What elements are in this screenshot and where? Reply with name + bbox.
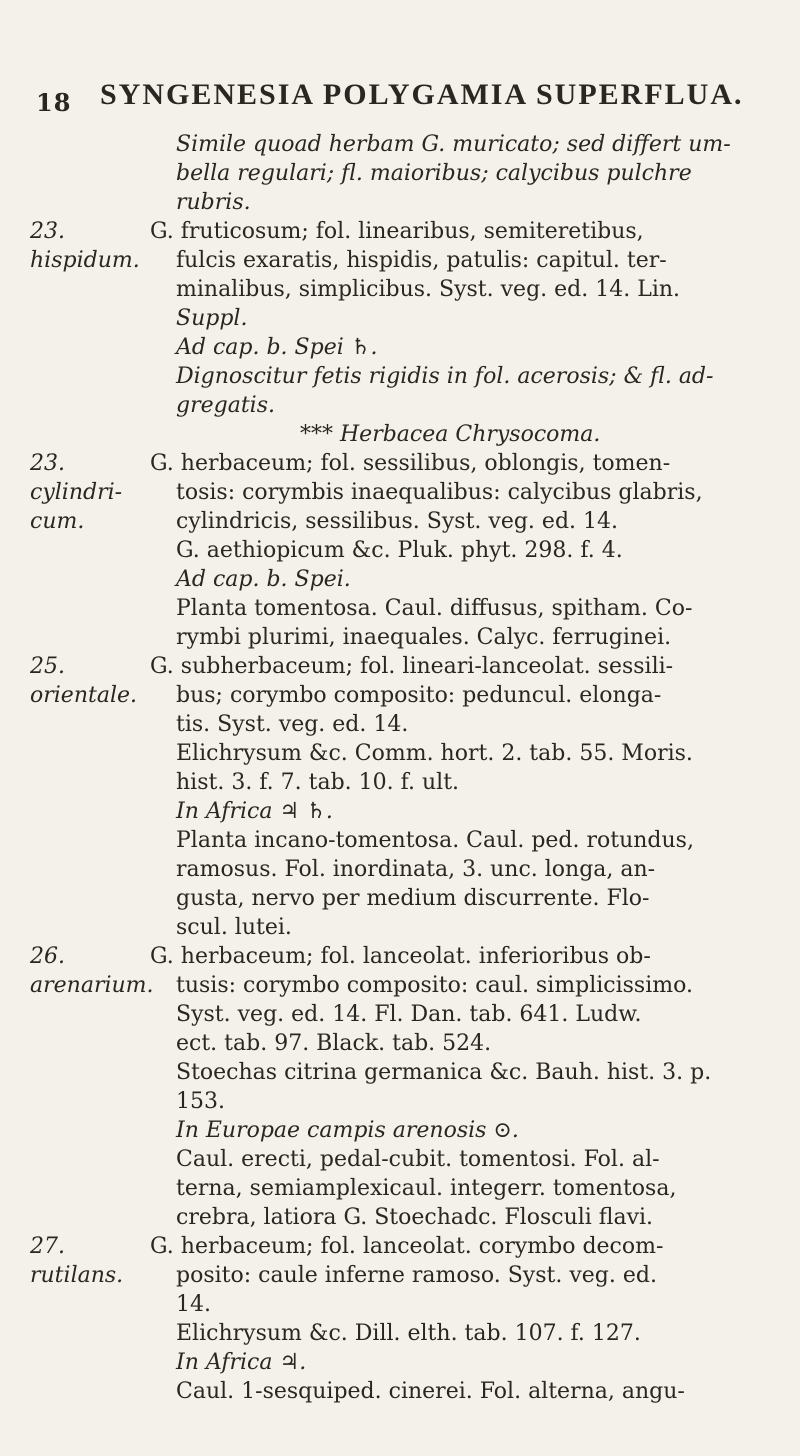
text-line: 14. [176, 1292, 211, 1317]
text-line: hist. 3. f. 7. tab. 10. f. ult. [176, 770, 460, 795]
species-number-label: 26. arenarium. [30, 944, 154, 998]
text-line: G. fruticosum; fol. linearibus, semiteretibus, [150, 219, 644, 244]
species-description [150, 449, 790, 652]
species-entry [0, 652, 800, 942]
text-line: G. subherbaceum; fol. lineari-lanceolat. sessili- [150, 654, 674, 679]
species-description [150, 652, 790, 942]
species-description [150, 217, 790, 420]
text-line: cylindricis, sessilibus. Syst. veg. ed. 14. [176, 509, 618, 534]
species-entry [0, 1232, 800, 1406]
text-line: Ad cap. b. Spei. [176, 567, 351, 592]
text-line: 153. [176, 1089, 225, 1114]
species-number-label: 23. hispidum. [30, 219, 140, 273]
text-line: gusta, nervo per medium discurrente. Flo- [176, 886, 650, 911]
text-line: ramosus. Fol. inordinata, 3. unc. longa, an- [176, 857, 656, 882]
text-line: Planta tomentosa. Caul. diffusus, spitham. Co- [176, 596, 693, 621]
page-content [0, 130, 800, 1406]
species-description [150, 130, 790, 217]
text-line: Syst. veg. ed. 14. Fl. Dan. tab. 641. Ludw. [176, 1002, 642, 1027]
text-line: Caul. erecti, pedal-cubit. tomentosi. Fol. al- [176, 1147, 660, 1172]
text-line: minalibus, simplicibus. Syst. veg. ed. 14. Lin. [176, 277, 681, 302]
species-entry [0, 942, 800, 1232]
text-line: Elichrysum &c. Dill. elth. tab. 107. f. 127. [176, 1321, 641, 1346]
species-description [150, 1232, 790, 1406]
species-entry [0, 420, 800, 449]
species-number-label: 23. cylindri-cum. [30, 451, 123, 534]
text-line: scul. lutei. [176, 915, 292, 940]
text-line: bus; corymbo composito: peduncul. elonga- [176, 683, 662, 708]
species-description [150, 942, 790, 1232]
text-line: gregatis. [176, 393, 275, 418]
text-line: Ad cap. b. Spei ♄. [176, 335, 378, 360]
species-number-label: 25. orientale. [30, 654, 137, 708]
species-description [150, 420, 790, 449]
text-line: ect. tab. 97. Black. tab. 524. [176, 1031, 492, 1056]
text-line: Dignoscitur fetis rigidis in fol. acerosis; & fl. ad- [176, 364, 714, 389]
text-line: posito: caule inferne ramoso. Syst. veg. ed. [176, 1263, 657, 1288]
text-line: tis. Syst. veg. ed. 14. [176, 712, 409, 737]
text-line: bella regulari; fl. maioribus; calycibus pulchre [176, 161, 692, 186]
text-line: *** Herbacea Chrysocoma. [300, 422, 601, 447]
text-line: In Africa ♃ ♄. [176, 799, 333, 824]
text-line: G. herbaceum; fol. sessilibus, oblongis, tomen- [150, 451, 671, 476]
text-line: Caul. 1-sesquiped. cinerei. Fol. alterna, angu- [176, 1379, 685, 1404]
running-head: SYNGENESIA POLYGAMIA SUPERFLUA. [100, 78, 744, 111]
text-line: Simile quoad herbam G. muricato; sed differt um- [176, 132, 731, 157]
text-line: G. herbaceum; fol. lanceolat. inferioribus ob- [150, 944, 651, 969]
text-line: G. aethiopicum &c. Pluk. phyt. 298. f. 4. [176, 538, 623, 563]
text-line: crebra, latiora G. Stoechadc. Flosculi flavi. [176, 1205, 654, 1230]
text-line: fulcis exaratis, hispidis, patulis: capitul. ter- [176, 248, 667, 273]
text-line: Stoechas citrina germanica &c. Bauh. hist. 3. p. [176, 1060, 712, 1085]
species-number-label: 27. rutilans. [30, 1234, 124, 1288]
text-line: tusis: corymbo composito: caul. simplicissimo. [176, 973, 693, 998]
page-number: 18 [36, 88, 72, 117]
text-line: Elichrysum &c. Comm. hort. 2. tab. 55. Moris. [176, 741, 693, 766]
species-entry [0, 217, 800, 420]
species-entry [0, 449, 800, 652]
text-line: terna, semiamplexicaul. integerr. tomentosa, [176, 1176, 677, 1201]
text-line: Suppl. [176, 306, 248, 331]
text-line: tosis: corymbis inaequalibus: calycibus glabris, [176, 480, 703, 505]
text-line: rymbi plurimi, inaequales. Calyc. ferruginei. [176, 625, 672, 650]
text-line: G. herbaceum; fol. lanceolat. corymbo decom- [150, 1234, 664, 1259]
text-line: Planta incano-tomentosa. Caul. ped. rotundus, [176, 828, 694, 853]
text-line: In Europae campis arenosis ⊙. [176, 1118, 519, 1143]
species-entry [0, 130, 800, 217]
text-line: In Africa ♃. [176, 1350, 307, 1375]
text-line: rubris. [176, 190, 251, 215]
